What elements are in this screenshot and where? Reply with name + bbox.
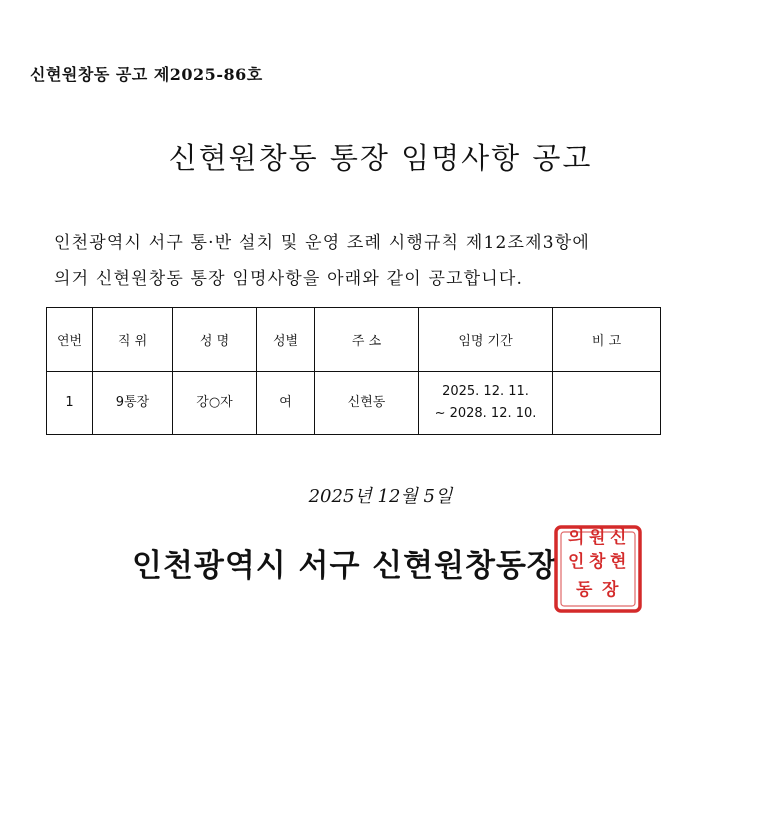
- issuer-name: 인천광역시 서구 신현원창동장: [132, 548, 558, 584]
- table-row: [47, 372, 661, 435]
- header-note: 비 고: [553, 308, 661, 372]
- header-name: 성 명: [173, 308, 257, 372]
- seal-glyph-3: 신: [610, 528, 627, 548]
- cell-address: 신현동: [315, 372, 419, 435]
- header-term: 임명 기간: [419, 308, 553, 372]
- cell-name: 강○자: [173, 372, 257, 435]
- seal-glyph-6: 현: [610, 552, 627, 572]
- document-title: 신현원창동 통장 임명사항 공고: [168, 141, 593, 175]
- cell-term: [419, 372, 553, 435]
- seal-glyph-8: 장: [602, 580, 619, 600]
- body-text-line-1: 인천광역시 서구 통·반 설치 및 운영 조례 시행규칙 제12조제3항에: [54, 233, 591, 253]
- seal-glyph-4: 인: [568, 552, 585, 572]
- header-address: 주 소: [315, 308, 419, 372]
- issue-date: 2025년 12월 5일: [308, 486, 453, 507]
- header-position: 직 위: [93, 308, 173, 372]
- seal-glyph-1: 의: [568, 528, 585, 548]
- seal-glyph-7: 동: [576, 580, 593, 600]
- seal-glyph-2: 원: [589, 528, 606, 548]
- official-seal: [552, 523, 644, 615]
- header-no: 연번: [47, 308, 93, 372]
- term-end: ~ 2028. 12. 10.: [434, 406, 537, 421]
- appointment-table: [46, 307, 661, 435]
- cell-gender: 여: [257, 372, 315, 435]
- header-gender: 성별: [257, 308, 315, 372]
- cell-no: 1: [47, 372, 93, 435]
- cell-position: 9통장: [93, 372, 173, 435]
- notice-number: 신현원창동 공고 제2025-86호: [30, 65, 263, 84]
- seal-glyph-5: 창: [589, 552, 606, 572]
- term-start: 2025. 12. 11.: [442, 384, 529, 399]
- cell-note: [553, 372, 661, 435]
- body-text-line-2: 의거 신현원창동 통장 임명사항을 아래와 같이 공고합니다.: [54, 269, 524, 289]
- table-header-row: [47, 308, 661, 372]
